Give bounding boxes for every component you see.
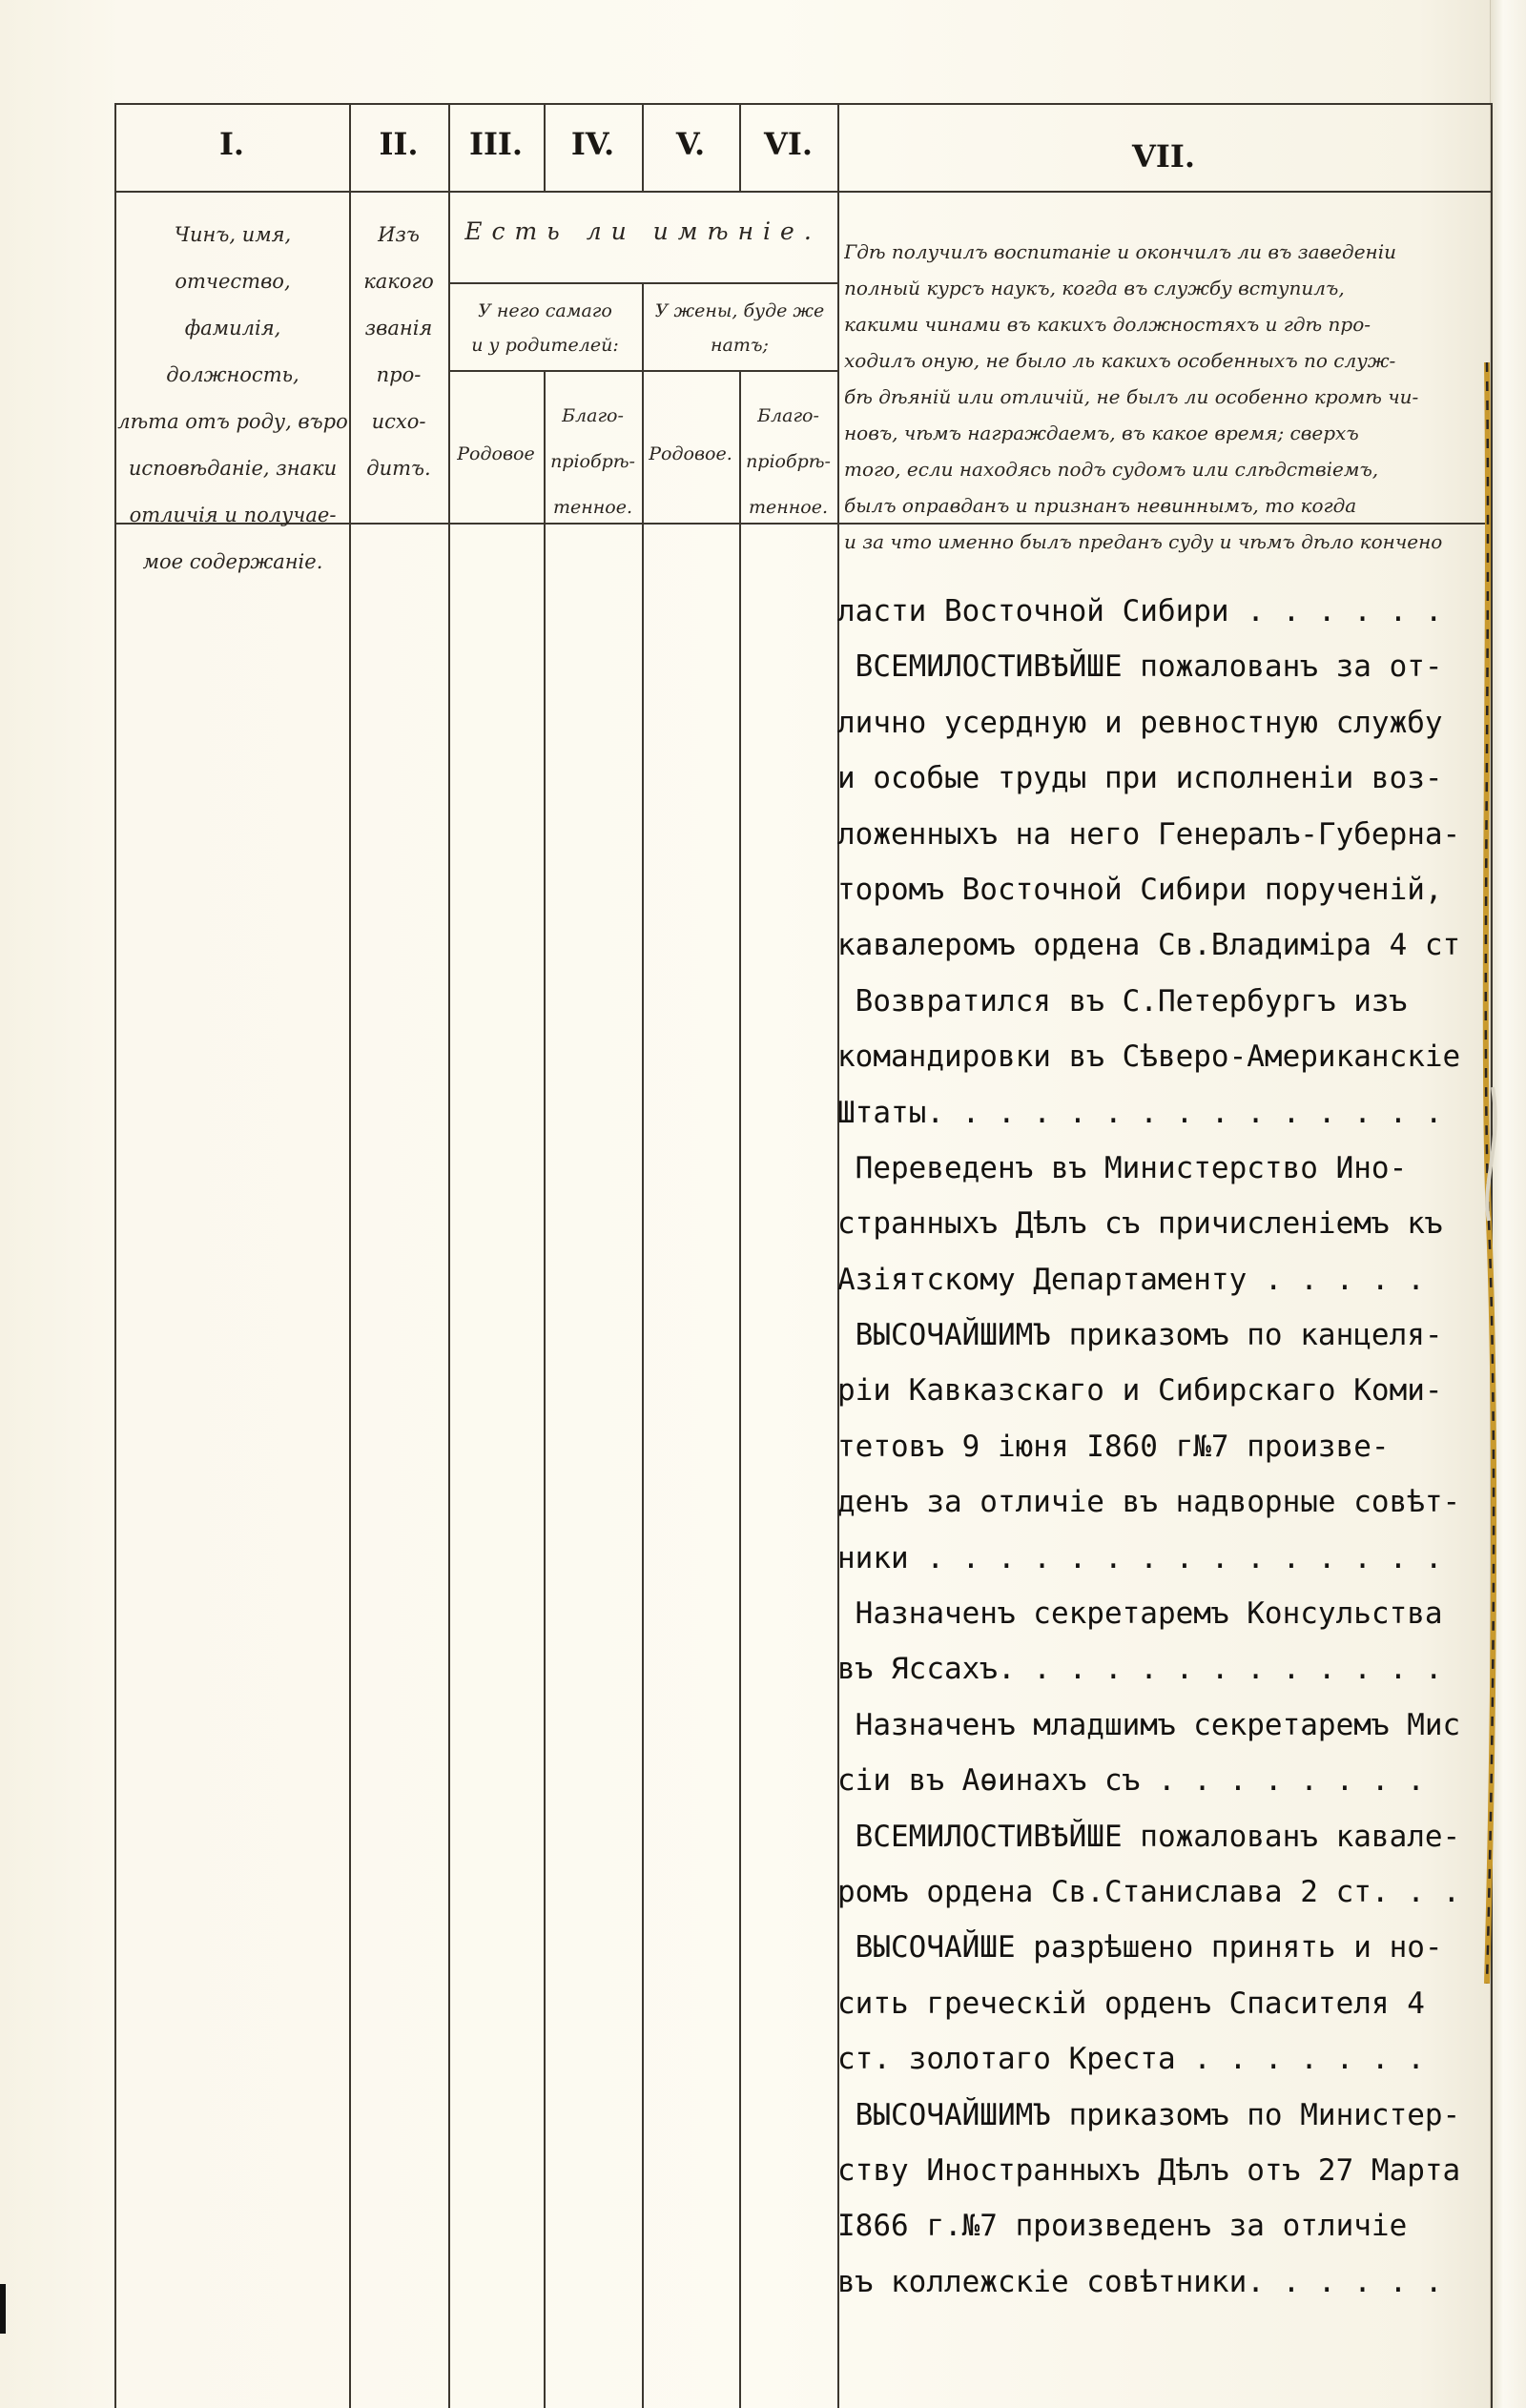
own-parents-header: У него самаго и у родителей: <box>471 300 619 356</box>
record-line: ВЫСОЧАЙШИМЪ приказомъ по Министер- <box>837 2097 1461 2132</box>
record-line: ВЫСОЧАЙШЕ разрѣшено принять и но- <box>837 1930 1443 1966</box>
estate-header: Есть ли имѣніе. <box>464 217 821 245</box>
rodovoe-wife-label: Родовое. <box>649 443 732 464</box>
record-line: Штаты. . . . . . . . . . . . . . . <box>837 1095 1443 1130</box>
record-line: Возвратился въ С.Петербургъ изъ <box>837 983 1408 1019</box>
binding-cord <box>1474 362 1502 1984</box>
record-line: сіи въ Аѳинахъ съ . . . . . . . . <box>837 1763 1425 1799</box>
record-line: ложенныхъ на него Генералъ-Губерна- <box>837 816 1461 852</box>
wife-header: У жены, буде же натъ; <box>654 300 825 356</box>
record-line: ласти Восточной Сибири . . . . . . <box>837 594 1443 628</box>
column-numeral-7: VII. <box>1132 138 1195 175</box>
service-record-text <box>837 584 1495 2310</box>
record-line: сить греческій орденъ Спасителя 4 <box>837 1986 1425 2021</box>
blago-label: Благо- пріобрѣ- тенное. <box>550 405 635 518</box>
scan-edge-mark <box>0 2284 6 2334</box>
blago-wife-label: Благо- пріобрѣ- тенное. <box>746 405 831 518</box>
column-numeral-3: III. <box>468 126 524 162</box>
record-line: ники . . . . . . . . . . . . . . . <box>837 1540 1443 1575</box>
record-line: ст. золотаго Креста . . . . . . . <box>837 2042 1425 2077</box>
record-line: ВСЕМИЛОСТИВѢЙШЕ пожалованъ за от- <box>837 649 1443 685</box>
column-numeral-4: IV. <box>570 126 615 162</box>
column-numeral-5: V. <box>675 126 706 162</box>
column-numeral-6: VI. <box>764 126 813 162</box>
record-line: Переведенъ въ Министерство Ино- <box>837 1150 1408 1185</box>
record-line: ріи Кавказскаго и Сибирскаго Коми- <box>837 1373 1443 1409</box>
column-1-header: Чинъ, имя, отчество, фамилія, должность, лѣта отъ роду, въро исповѣданіе, знаки отличія и получае- мое содержаніе. <box>117 223 348 573</box>
record-line: Назначенъ младшимъ секретаремъ Мис <box>837 1707 1461 1742</box>
record-line: ВЫСОЧАЙШИМЪ приказомъ по канцеля- <box>837 1318 1443 1353</box>
column-numeral-1: I. <box>218 126 245 162</box>
column-2-header: Изъ какого званія про- исхо- дитъ. <box>363 223 434 480</box>
record-line: командировки въ Сѣверо-Американскіе <box>837 1039 1461 1075</box>
record-line: лично усердную и ревностную службу <box>837 705 1443 740</box>
column-7-header: Гдѣ получилъ воспитаніе и окончилъ ли въ заведеніи полный курсъ наукъ, когда въ службу вступилъ, какими чинами въ какихъ должностяхъ и гдѣ про- ходилъ оную, не было ль какихъ особенныхъ по служ- бѣ дѣяній или отличій, не былъ ли особенно кромѣ чи- новъ, чѣмъ награждаемъ, въ какое время; сверхъ того, если находясь подъ судомъ или слѣдствіемъ, былъ оправданъ и признанъ невиннымъ, то когда и за что именно былъ преданъ суду и чѣмъ дѣло кончено <box>844 240 1443 553</box>
record-line: денъ за отличіе въ надворные совѣт- <box>837 1485 1461 1520</box>
record-line: кавалеромъ ордена Св.Владиміра 4 ст <box>837 928 1461 963</box>
record-line: и особые труды при исполненіи воз- <box>837 761 1443 796</box>
record-line: въ Яссахъ. . . . . . . . . . . . . <box>837 1652 1443 1687</box>
record-line: торомъ Восточной Сибири порученій, <box>837 872 1443 907</box>
record-line: ству Иностранныхъ Дѣлъ отъ 27 Марта <box>837 2152 1461 2188</box>
record-line: въ коллежскіе совѣтники. . . . . . <box>837 2264 1443 2299</box>
record-line: тетовъ 9 іюня I860 г№7 произве- <box>837 1429 1390 1464</box>
record-line: Азіятскому Департаменту . . . . . <box>837 1262 1425 1297</box>
record-line: странныхъ Дѣлъ съ причисленіемъ къ <box>837 1206 1443 1242</box>
record-line: I866 г.№7 произведенъ за отличіе <box>837 2209 1408 2244</box>
rodovoe-label: Родовое <box>457 443 535 464</box>
record-line: ВСЕМИЛОСТИВѢЙШЕ пожалованъ кавале- <box>837 1819 1461 1854</box>
record-line: ромъ ордена Св.Станислава 2 ст. . . <box>837 1874 1461 1909</box>
record-line: Назначенъ секретаремъ Консульства <box>837 1596 1443 1632</box>
column-numeral-2: II. <box>379 126 419 162</box>
